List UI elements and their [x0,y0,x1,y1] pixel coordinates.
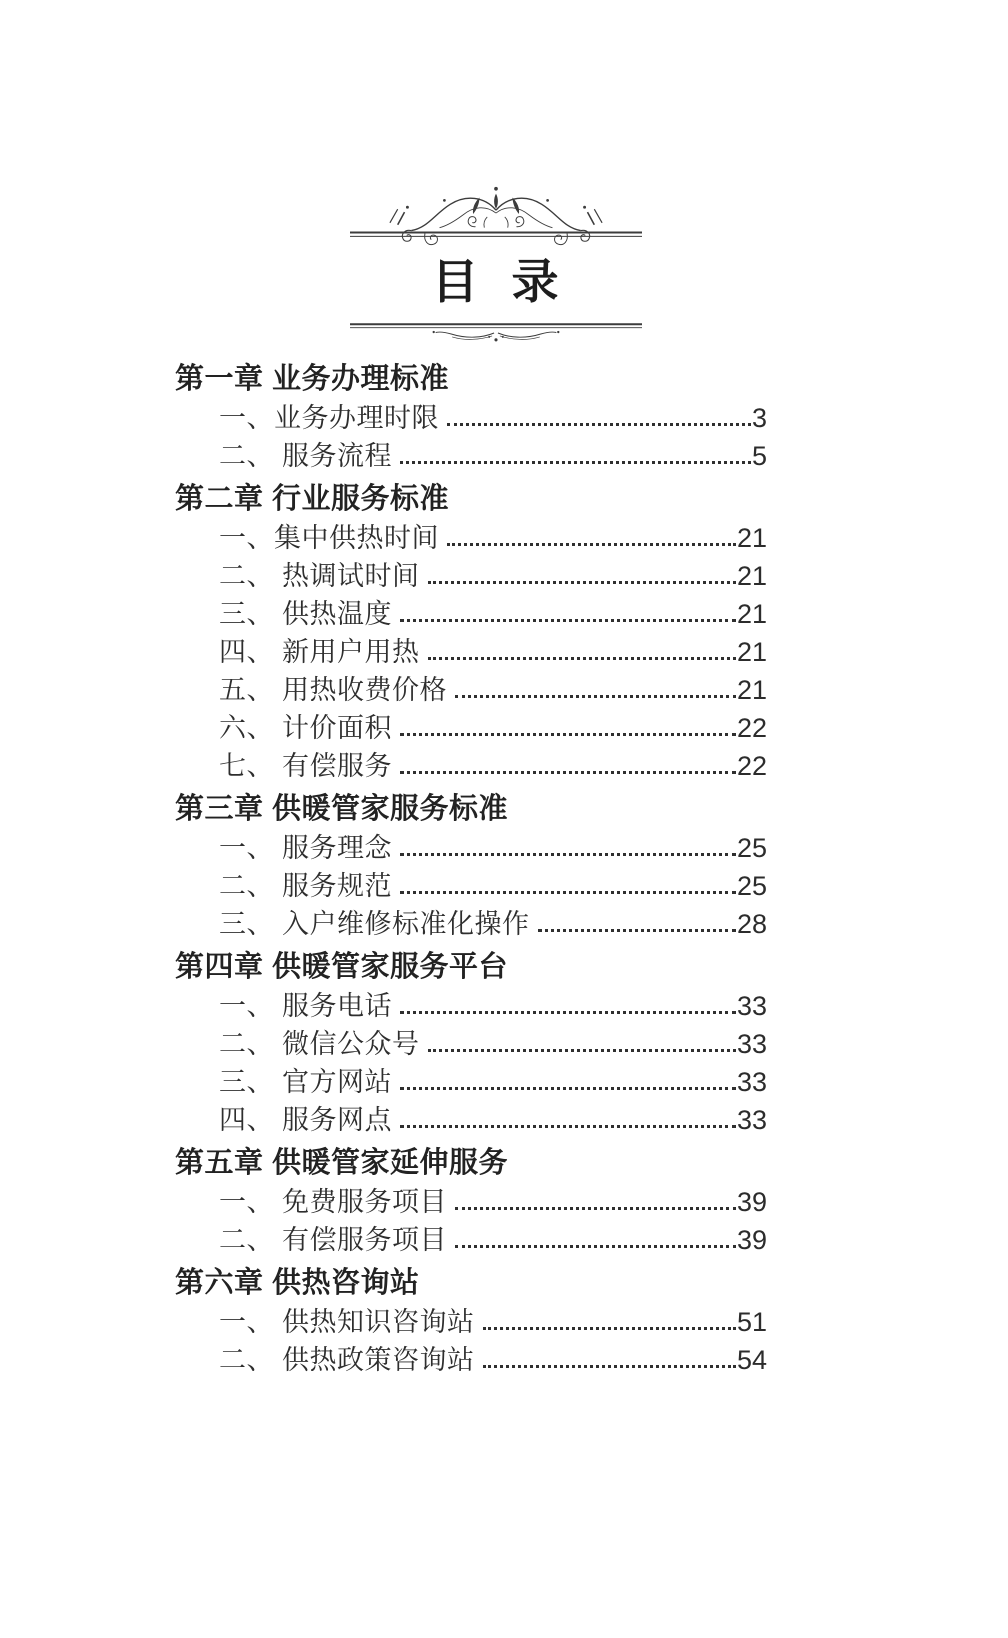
toc-item-page: 5 [751,440,767,471]
toc-item-label: 二、 热调试时间 [219,560,420,591]
toc-item [175,1098,767,1136]
toc-chapter [175,782,767,940]
toc-item-page: 33 [736,1066,767,1097]
chapter-title: 第一章 业务办理标准 [175,362,450,395]
chapter-items [175,1300,767,1376]
toc-item [175,902,767,940]
chapter-items [175,516,767,782]
toc-leader-dots [428,581,736,584]
toc-item-page: 51 [736,1306,767,1337]
toc-item [175,706,767,744]
toc-leader-dots [400,1087,736,1090]
toc-item-label: 三、 供热温度 [219,598,393,629]
toc-leader-dots [483,1327,736,1330]
toc-item-label: 一、 免费服务项目 [219,1186,448,1217]
toc-item-label: 三、 官方网站 [219,1066,393,1097]
toc-item-page: 22 [736,712,767,743]
toc-item-page: 21 [736,674,767,705]
toc-leader-dots [428,1049,736,1052]
toc-item-page: 22 [736,750,767,781]
chapter-items [175,396,767,472]
toc-item-page: 3 [751,402,767,433]
toc-item-page: 21 [736,560,767,591]
toc-leader-dots [400,891,736,894]
toc-item-label: 二、 供热政策咨询站 [219,1344,475,1375]
toc-item-page: 25 [736,870,767,901]
flourish-bottom-ornament [350,321,642,345]
toc-item [175,434,767,472]
toc-item [175,630,767,668]
toc-leader-dots [428,657,736,660]
toc-item-label: 二、 服务规范 [219,870,393,901]
toc-leader-dots [538,929,736,932]
toc-leader-dots [447,543,736,546]
toc-item-label: 二、 微信公众号 [219,1028,420,1059]
toc-item-page: 21 [736,636,767,667]
toc-leader-dots [447,423,751,426]
toc-item [175,396,767,434]
toc-leader-dots [400,461,751,464]
toc-item [175,864,767,902]
toc-item [175,826,767,864]
toc-item [175,1218,767,1256]
toc-item [175,1060,767,1098]
toc-leader-dots [455,1245,736,1248]
chapter-items [175,984,767,1136]
chapter-title: 第五章 供暖管家延伸服务 [175,1146,509,1179]
toc-item-label: 四、 服务网点 [219,1104,393,1135]
toc-item [175,984,767,1022]
toc-chapter [175,352,767,472]
toc-item [175,1338,767,1376]
chapter-items [175,826,767,940]
toc-item-page: 33 [736,1104,767,1135]
toc-item [175,1180,767,1218]
toc-header [350,183,642,345]
toc-item-label: 四、 新用户用热 [219,636,420,667]
toc-chapter [175,1136,767,1256]
toc-item-label: 一、 供热知识咨询站 [219,1306,475,1337]
toc-item-page: 33 [736,1028,767,1059]
toc-leader-dots [400,1125,736,1128]
toc-leader-dots [400,619,736,622]
toc-item [175,744,767,782]
toc-item-label: 二、 服务流程 [219,440,393,471]
toc-item [175,516,767,554]
chapter-title: 第四章 供暖管家服务平台 [175,950,509,983]
toc-leader-dots [400,1011,736,1014]
toc-item-page: 39 [736,1224,767,1255]
chapter-title: 第六章 供热咨询站 [175,1266,420,1299]
flourish-top-ornament [350,183,642,247]
toc-item-label: 一、 服务电话 [219,990,393,1021]
toc-leader-dots [483,1365,736,1368]
toc-item [175,1022,767,1060]
toc-item-page: 21 [736,598,767,629]
toc-item-label: 五、 用热收费价格 [219,674,448,705]
toc-item-page: 33 [736,990,767,1021]
toc-leader-dots [400,853,736,856]
toc-item [175,668,767,706]
toc-item-page: 28 [736,908,767,939]
toc-item-label: 六、 计价面积 [219,712,393,743]
toc-chapter [175,940,767,1136]
toc-item-label: 一、 服务理念 [219,832,393,863]
toc-leader-dots [455,695,736,698]
chapter-items [175,1180,767,1256]
toc-item-label: 二、 有偿服务项目 [219,1224,448,1255]
chapter-title: 第二章 行业服务标准 [175,482,450,515]
toc-item-label: 一、业务办理时限 [219,402,439,433]
toc-item-page: 25 [736,832,767,863]
toc-item-page: 54 [736,1344,767,1375]
toc-item-page: 21 [736,522,767,553]
toc-leader-dots [400,771,736,774]
toc-chapter [175,1256,767,1376]
toc-chapter [175,472,767,782]
toc-leader-dots [455,1207,736,1210]
toc-leader-dots [400,733,736,736]
toc-item [175,1300,767,1338]
toc-item-label: 七、 有偿服务 [219,750,393,781]
toc [175,352,767,1376]
toc-item-page: 39 [736,1186,767,1217]
chapter-title: 第三章 供暖管家服务标准 [175,792,509,825]
toc-item [175,554,767,592]
page-title: 目 录 [431,255,561,308]
toc-item-label: 三、 入户维修标准化操作 [219,908,530,939]
toc-item [175,592,767,630]
toc-item-label: 一、集中供热时间 [219,522,439,553]
